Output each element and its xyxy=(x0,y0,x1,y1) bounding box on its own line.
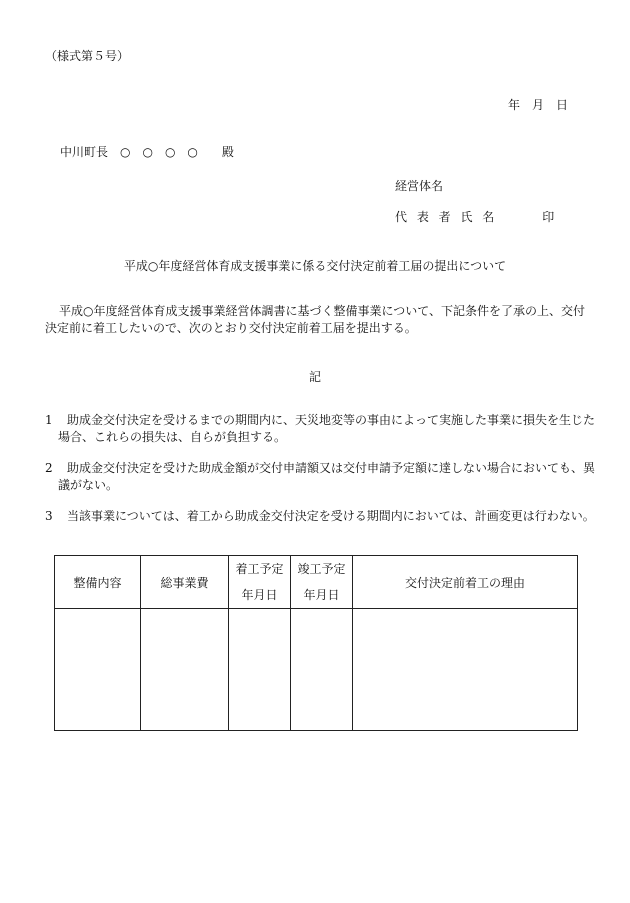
construction-table xyxy=(54,555,578,731)
org-name-label: 経営体名 xyxy=(395,179,444,193)
ki-heading: 記 xyxy=(308,370,321,384)
body-paragraph: 平成○年度経営体育成支援事業経営体調書に基づく整備事業について、下記条件を了承の上、交付決定前に着工したいので、次のとおり交付決定前着工届を提出する。 xyxy=(45,304,585,335)
condition-item xyxy=(45,412,598,446)
table-header-row xyxy=(55,556,578,609)
cell-completion-date[interactable] xyxy=(291,609,353,731)
condition-text: 助成金交付決定を受けるまでの期間内に、天災地変等の事由によって実施した事業に損失を生じた場合、これらの損失は、自らが負担する。 xyxy=(58,413,596,444)
addressee: 中川町長 ○ ○ ○ ○ 殿 xyxy=(60,145,234,159)
condition-text: 当該事業については、着工から助成金交付決定を受ける期間内においては、計画変更は行わない。 xyxy=(67,509,595,523)
representative-label: 代 表 者 氏 名 印 xyxy=(395,210,558,224)
header-start-date xyxy=(229,556,291,609)
header-start-date-line2: 年月日 xyxy=(241,588,278,602)
header-works-content: 整備内容 xyxy=(55,556,141,609)
header-start-date-line1: 着工予定 xyxy=(235,562,284,576)
form-number: （様式第５号） xyxy=(45,49,130,63)
header-completion-date-line2: 年月日 xyxy=(303,588,340,602)
header-completion-date-line1: 竣工予定 xyxy=(297,562,346,576)
condition-number: 1 xyxy=(45,413,53,427)
document-title: 平成○年度経営体育成支援事業に係る交付決定前着工届の提出について xyxy=(123,259,507,273)
condition-number: 3 xyxy=(45,509,53,523)
table-row xyxy=(55,609,578,731)
cell-works-content[interactable] xyxy=(55,609,141,731)
condition-text: 助成金交付決定を受けた助成金額が交付申請額又は交付申請予定額に達しない場合においても、異議がない。 xyxy=(58,461,596,492)
header-total-cost: 総事業費 xyxy=(141,556,229,609)
condition-item xyxy=(45,460,598,494)
date-line: 年 月 日 xyxy=(508,98,569,112)
header-reason: 交付決定前着工の理由 xyxy=(353,556,578,609)
condition-number: 2 xyxy=(45,461,53,475)
cell-start-date[interactable] xyxy=(229,609,291,731)
cell-reason[interactable] xyxy=(353,609,578,731)
cell-total-cost[interactable] xyxy=(141,609,229,731)
header-completion-date xyxy=(291,556,353,609)
condition-item xyxy=(45,508,598,525)
